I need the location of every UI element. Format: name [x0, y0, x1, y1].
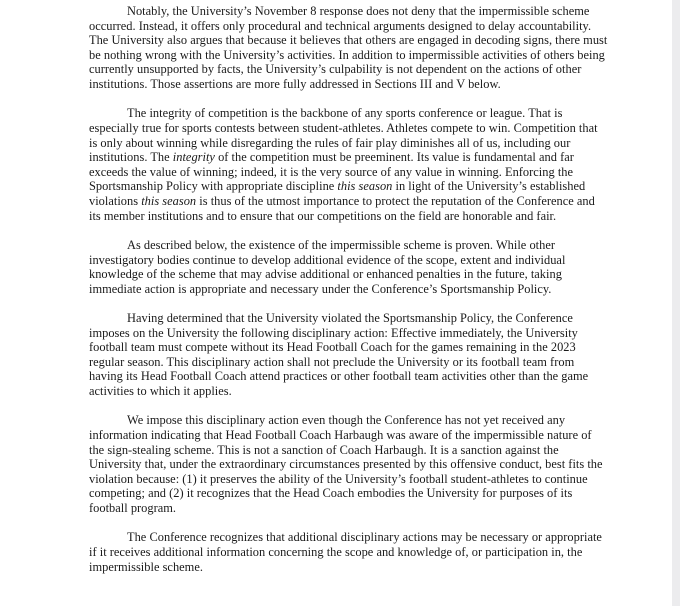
text-run: of the competition must be preeminent. Its value is fundamental and far exceeds the value of winning; indeed, it is the very source of any value in winning. Enforcing the Sportsmanship Policy with appropriate discipline — [89, 150, 574, 194]
paragraph-disciplinary-action — [89, 311, 608, 399]
paragraph-scheme-proven — [89, 238, 608, 296]
paragraph-integrity-of-competition — [89, 106, 608, 223]
text-run: Having determined that the University violated the Sportsmanship Policy, the Conference imposes on the University the following disciplinary action: Effective immediately, the University football team must compete without its Head Football Coach for the games remaining in the 2023 regular season. This disciplinary action shall not preclude the University or its football team from having its Head Football Coach attend practices or other football team activities other than the game activities to which it applies. — [89, 311, 589, 399]
text-run: We impose this disciplinary action even though the Conference has not yet received any information indicating that Head Football Coach Harbaugh was aware of the impermissible nature of the sign-stealing scheme. This is not a sanction of Coach Harbaugh. It is a sanction against the University that, under the extraordinary circumstances presented by this offensive conduct, best fits the violation because: (1) it preserves the ability of the University’s football student-athletes to continue competing; and (2) it recognizes that the Head Coach embodies the University for purposes of its football program. — [89, 413, 603, 515]
text-run: in light of the University’s established violations — [89, 179, 586, 208]
emphasis-this-season: this season — [141, 193, 197, 208]
emphasis-this-season: this season — [337, 179, 393, 194]
text-run: The integrity of competition is the backbone of any sports conference or league. That is especially true for sports contests between student-athletes. Athletes compete to win. Competition that is only about winning while disregarding the rules of fair play diminishes all of us, including our institutions. The — [89, 106, 598, 165]
text-run: The Conference recognizes that additional disciplinary actions may be necessary or appropriate if it receives additional information concerning the scope and knowledge of, or participation in, the impermissible scheme. — [89, 530, 602, 574]
text-run: is thus of the utmost importance to protect the reputation of the Conference and its member institutions and to ensure that our competitions on the field are honorable and fair. — [89, 193, 595, 223]
paragraph-additional-actions — [89, 530, 608, 574]
text-run: As described below, the existence of the impermissible scheme is proven. While other investigatory bodies continue to develop additional evidence of the scope, extent and individual knowledge of the scheme that may advise additional or enhanced penalties in the future, taking immediate action is appropriate and necessary under the Conference’s Sportsmanship Policy. — [89, 237, 566, 296]
viewer-edge — [672, 0, 680, 606]
document-body — [89, 4, 608, 589]
text-run: Notably, the University’s November 8 response does not deny that the impermissible scheme occurred. Instead, it offers only procedural and technical arguments designed to delay accountability. The University also argues that because it believes that others are engaged in decoding signs, there must be nothing wrong with the University’s activities. In addition to impermissible activities of others being currently unsupported by facts, the University’s culpability is not dependent on the actions of other institutions. Those assertions are more fully addressed in Sections III and V below. — [89, 4, 608, 91]
paragraph-not-sanction-of-coach — [89, 413, 608, 515]
paragraph-university-response — [89, 4, 608, 92]
emphasis-integrity: integrity — [172, 150, 215, 165]
